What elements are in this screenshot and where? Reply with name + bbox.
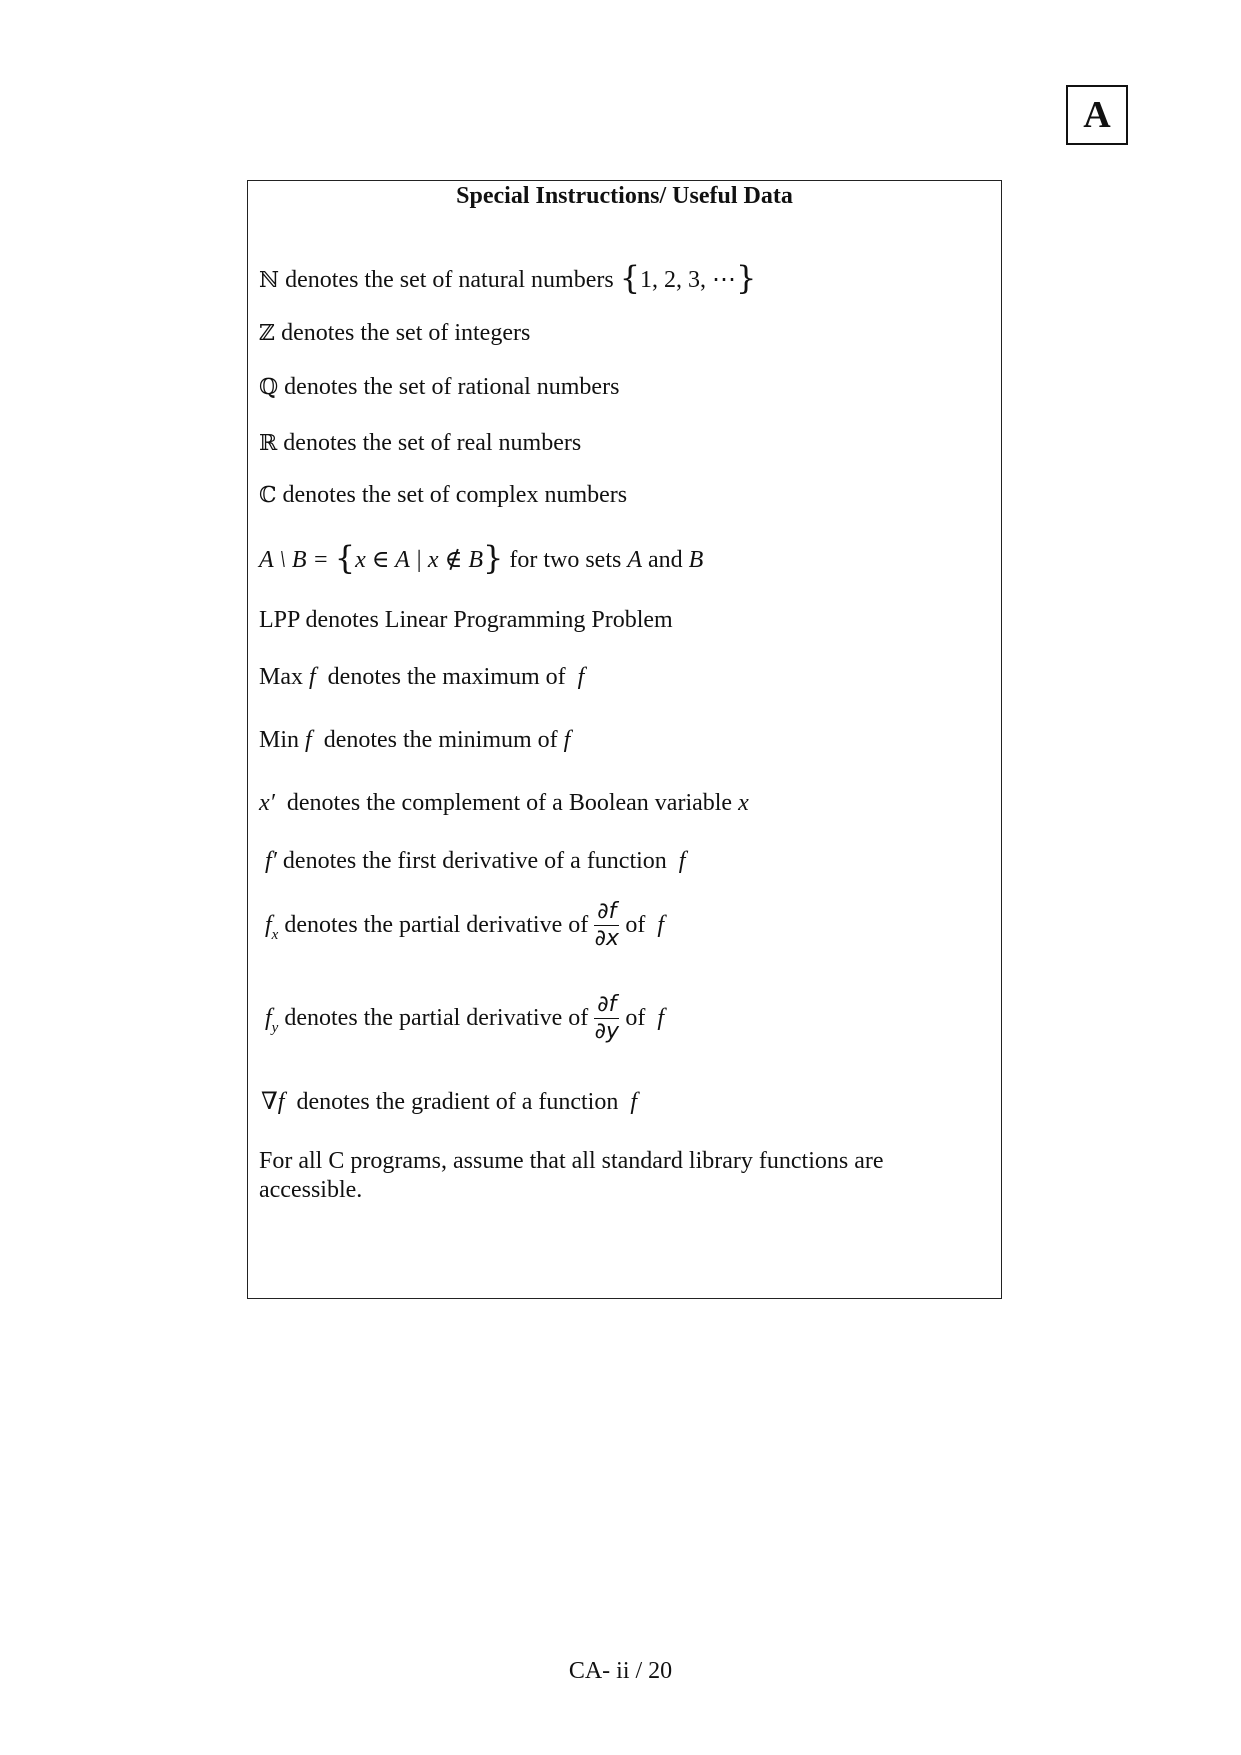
partial-x-var: f <box>657 912 665 939</box>
partial-x-fraction <box>594 899 619 952</box>
naturals-text: denotes the set of natural numbers <box>285 267 614 293</box>
partial-x-line <box>265 900 664 953</box>
set-difference-brace-open: { <box>334 539 356 577</box>
naturals-brace-close: } <box>736 259 757 297</box>
derivative-var: f <box>678 848 686 874</box>
rationals-symbol: ℚ <box>259 375 279 400</box>
max-text: denotes the maximum of <box>327 664 566 690</box>
reals-text: denotes the set of real numbers <box>283 430 582 456</box>
set-difference-body: x ∈ A | x ∉ B <box>355 547 483 573</box>
integers-text: denotes the set of integers <box>281 320 531 346</box>
gradient-var: f <box>630 1089 637 1115</box>
complement-var: x <box>738 790 749 816</box>
rationals-text: denotes the set of rational numbers <box>284 374 620 400</box>
set-difference-lhs: A \ B = <box>259 547 329 573</box>
complex-text: denotes the set of complex numbers <box>282 482 628 508</box>
min-line <box>259 727 570 754</box>
partial-x-text: denotes the partial derivative of <box>284 912 589 939</box>
partial-y-denominator: ∂y <box>594 1019 619 1044</box>
instructions-box <box>247 180 1002 1299</box>
max-var: f <box>309 664 316 690</box>
partial-y-numerator: ∂f <box>594 992 619 1019</box>
partial-y-text: denotes the partial derivative of <box>284 1005 589 1032</box>
complement-text: denotes the complement of a Boolean variable <box>286 790 733 816</box>
set-difference-tail: for two sets <box>509 547 622 573</box>
lpp-line: LPP denotes Linear Programming Problem <box>259 607 673 633</box>
derivative-symbol: f′ <box>265 848 277 874</box>
reals-symbol: ℝ <box>259 431 278 456</box>
min-prefix: Min <box>259 727 300 753</box>
partial-y-var: f <box>657 1005 665 1032</box>
partial-x-numerator: ∂f <box>594 899 619 926</box>
instructions-heading: Special Instructions/ Useful Data <box>456 183 793 209</box>
partial-y-symbol: f <box>265 1005 272 1032</box>
version-label: A <box>1066 85 1128 145</box>
min-var: f <box>305 727 312 753</box>
gradient-symbol: ∇f <box>261 1089 285 1115</box>
naturals-symbol: ℕ <box>259 268 280 293</box>
naturals-brace-open: { <box>619 259 641 297</box>
gradient-line <box>261 1087 637 1116</box>
reals-line <box>259 430 581 457</box>
partial-y-fraction <box>594 992 619 1045</box>
set-difference-brace-close: } <box>483 539 504 577</box>
partial-x-denominator: ∂x <box>594 926 619 951</box>
min-text: denotes the minimum of <box>323 727 558 753</box>
partial-y-subscript: y <box>271 1020 279 1037</box>
gradient-text: denotes the gradient of a function <box>296 1089 619 1115</box>
set-difference-and: and <box>648 547 683 573</box>
partial-y-of: of <box>625 1005 646 1032</box>
c-programs-note: For all C programs, assume that all standard library functions are accessible. <box>259 1148 884 1203</box>
derivative-text: denotes the first derivative of a function <box>282 848 667 874</box>
max-prefix: Max <box>259 664 303 690</box>
set-difference-var-a: A <box>627 547 643 573</box>
set-difference-var-b: B <box>688 547 704 573</box>
set-difference-line <box>259 539 703 577</box>
partial-x-of: of <box>625 912 646 939</box>
complex-line <box>259 482 627 509</box>
partial-x-subscript: x <box>271 927 279 944</box>
rationals-line <box>259 374 619 401</box>
max-line <box>259 664 584 691</box>
complement-line <box>259 790 749 817</box>
naturals-set-values: 1, 2, 3, ⋯ <box>640 267 737 293</box>
min-var-2: f <box>563 727 571 753</box>
complement-symbol: x′ <box>259 790 275 816</box>
integers-line <box>259 320 530 347</box>
page-footer: CA- ii / 20 <box>568 1658 673 1684</box>
partial-x-symbol: f <box>265 912 272 939</box>
partial-y-line <box>265 993 664 1046</box>
complex-symbol: ℂ <box>259 483 277 508</box>
naturals-line <box>259 259 756 297</box>
max-var-2: f <box>577 664 585 690</box>
integers-symbol: ℤ <box>259 321 276 346</box>
derivative-line <box>265 848 685 875</box>
